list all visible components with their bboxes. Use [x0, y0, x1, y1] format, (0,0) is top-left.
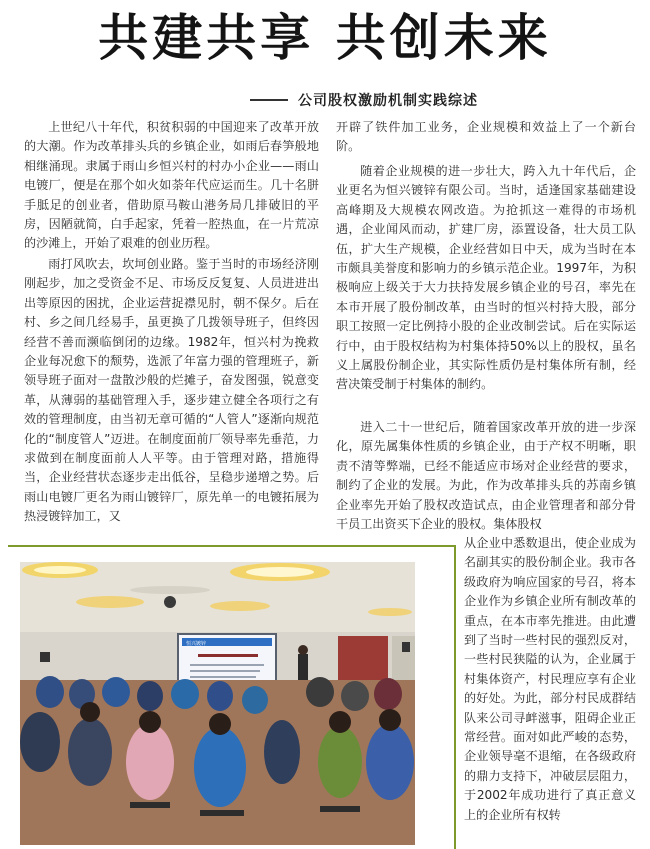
article-paragraph-1: 上世纪八十年代，积贫积弱的中国迎来了改革开放的大潮。作为改革排头兵的乡镇企业，如雨后春笋般地相继涌现。隶属于雨山乡恒兴村的村办小企业——雨山电镀厂，便是在那个如火如荼年代应运而生。几十名胼手胝足的创业者，借助原马鞍山港务局几排破旧的平房，因陋就简，白手起家，凭着一腔热血，在一片荒凉的沙滩上，开始了艰难的创业历程。: [24, 120, 319, 251]
page-title: 共建共享 共创未来: [98, 8, 552, 67]
article-paragraph-2-continued: 开辟了铁件加工业务，企业规模和效益上了一个新台阶。: [336, 120, 636, 154]
article-paragraph-2: 雨打风吹去，坎坷创业路。鉴于当时的市场经济刚刚起步，加之受资金不足、市场反反复复、人员进进出出等原因的困扰，企业运营捉襟见肘，朝不保夕。后在村、乡之间几经易手，虽更换了几拨领导班子，但终因经营不善而濒临倒闭的边缘。1982年，恒兴村为挽救企业每况愈下的颓势，选派了年富力强的管理班子，新领导班子面对一盘散沙般的烂摊子，奋发图强，锐意变革，从薄弱的基础管理入手，逐步建立健全各项行之有效的管理制度，由当初无章可循的“人管人”逐渐向规范化的“制度管人”迈进。在制度面前厂领导率先垂范，力求做到在制度面前人人平等。由于管理对路，措施得当，企业经营状态逐步走出低谷，呈稳步递增之势。后雨山电镀厂更名为雨山镀锌厂，原先单一的电镀拓展为热浸镀锌加工，又: [24, 257, 319, 524]
page-subtitle: 公司股权激励机制实践综述: [298, 93, 478, 109]
meeting-photo: [20, 562, 415, 845]
subtitle-row: [250, 90, 478, 110]
article-paragraph-4: 进入二十一世纪后，随着国家改革开放的进一步深化，原先属集体性质的乡镇企业，由于产权不明晰，职责不清等弊端，已经不能适应市场对企业经营的要求，制约了企业的发展。为此，作为改革排头兵的苏南乡镇企业率先开始了股权改造试点，由企业管理者和部分骨干员工出资买下企业的股权。集体股权: [336, 420, 636, 532]
photo-frame-corner: [438, 545, 452, 547]
article-paragraph-3: 随着企业规模的进一步壮大，跨入九十年代后，企业更名为恒兴镀锌有限公司。当时，适逢国家基础建设高峰期及大规模农网改造。为抢抓这一难得的市场机遇，企业闻风而动，扩建厂房，添置设备，壮大员工队伍，扩大生产规模，企业经营如日中天，成为当时在本市颇具美誉度和影响力的乡镇示范企业。1997年，为积极响应上级关于大力扶持发展乡镇企业的号召，率先在本市开展了股份制改革，由当时的恒兴村持大股，部分职工按照一定比例持小股的企业改制尝试。后在实际运行中，由于股权结构为村集体持50%以上的股权，虽名义上属股份制企业，其实际性质仍是村集体所有制，经营决策受制于村集体的制约。: [336, 164, 636, 392]
screen-label: 恒兴镀锌: [186, 641, 207, 647]
article-paragraph-4-continued: 从企业中悉数退出，使企业成为名副其实的股份制企业。我市各级政府为响应国家的号召，将本企业作为乡镇企业所有制改革的重点，在本市率先推进。由此遭到了当时一些村民的强烈反对，一些村民狭隘的认为，企业属于村集体资产，村民理应享有企业的好处。为此，部分村民成群结队来公司寻衅滋事，阻碍企业正常经营。面对如此严峻的态势，企业领导毫不退缩，在各级政府的鼎力支持下，冲破层层阻力，于2002年成功进行了真正意义上的企业所有权转: [464, 536, 636, 822]
subtitle-dash: [250, 99, 288, 101]
